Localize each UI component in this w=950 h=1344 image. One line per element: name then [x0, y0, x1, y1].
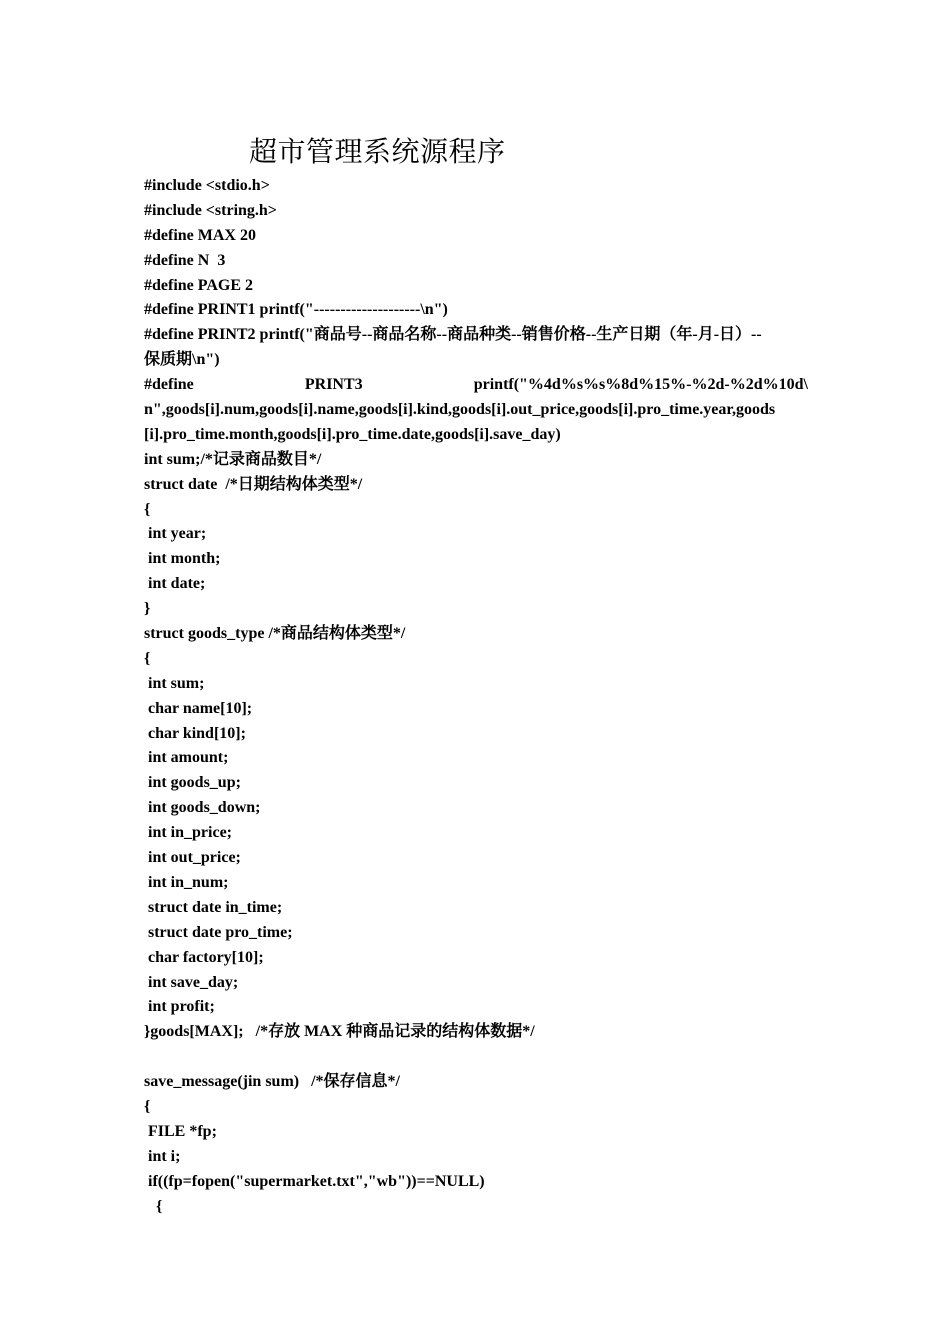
code-line: } [144, 600, 151, 618]
code-line: char factory[10]; [144, 948, 264, 966]
code-line: #define PAGE 2 [144, 276, 254, 294]
code-line: { [144, 1097, 151, 1115]
code-line: int month; [144, 550, 221, 568]
code-line: int in_num; [144, 873, 229, 891]
code-token: printf("%4d%s%s%8d%15%-%2d-%2d%10d\ [473, 376, 808, 394]
code-line: n",goods[i].num,goods[i].name,goods[i].kind,goods[i].out_price,goods[i].pro_time.year,goods [144, 401, 776, 419]
code-line: #include <string.h> [144, 201, 277, 219]
code-line: #define MAX 20 [144, 226, 256, 244]
blank-line [144, 1045, 808, 1070]
code-line: { [144, 649, 151, 667]
code-line: }goods[MAX]; /*存放 MAX 种商品记录的结构体数据*/ [144, 1023, 535, 1041]
code-line: struct date pro_time; [144, 923, 293, 941]
code-line: { [144, 500, 151, 518]
code-line: int sum;/*记录商品数目*/ [144, 450, 322, 468]
code-line: [i].pro_time.month,goods[i].pro_time.date,goods[i].save_day) [144, 425, 561, 443]
code-line: int profit; [144, 998, 215, 1016]
code-line: #define N 3 [144, 251, 226, 269]
code-line: int in_price; [144, 824, 232, 842]
code-line: int out_price; [144, 849, 241, 867]
code-line: int save_day; [144, 973, 239, 991]
code-line: int goods_up; [144, 774, 241, 792]
code-line: int i; [144, 1147, 181, 1165]
code-line: #include <stdio.h> [144, 177, 270, 194]
code-line: char name[10]; [144, 699, 253, 717]
code-line: struct date /*日期结构体类型*/ [144, 475, 363, 493]
code-line: save_message(jin sum) /*保存信息*/ [144, 1073, 400, 1091]
code-line: 保质期\n") [144, 351, 220, 369]
code-line: FILE *fp; [144, 1122, 217, 1140]
code-token: #define [144, 376, 194, 394]
code-line: int goods_down; [144, 799, 261, 817]
code-line: if((fp=fopen("supermarket.txt","wb"))==NULL) [144, 1172, 485, 1190]
code-line: #define PRINT2 printf("商品号--商品名称--商品种类--销售价格--生产日期（年-月-日）-- [144, 326, 762, 344]
code-line: int date; [144, 575, 206, 593]
code-line: struct date in_time; [144, 898, 283, 916]
code-line: int year; [144, 525, 207, 543]
code-token: PRINT3 [304, 376, 363, 394]
code-line: struct goods_type /*商品结构体类型*/ [144, 625, 406, 643]
code-line: int sum; [144, 674, 205, 692]
code-line: #define PRINT1 printf("--------------------\n") [144, 301, 448, 319]
code-line: { [144, 1197, 163, 1215]
code-listing [144, 174, 808, 1219]
code-line: int amount; [144, 749, 229, 767]
code-line-justified [144, 373, 808, 398]
document-title: 超市管理系统源程序 [249, 135, 506, 168]
code-line: char kind[10]; [144, 724, 246, 742]
